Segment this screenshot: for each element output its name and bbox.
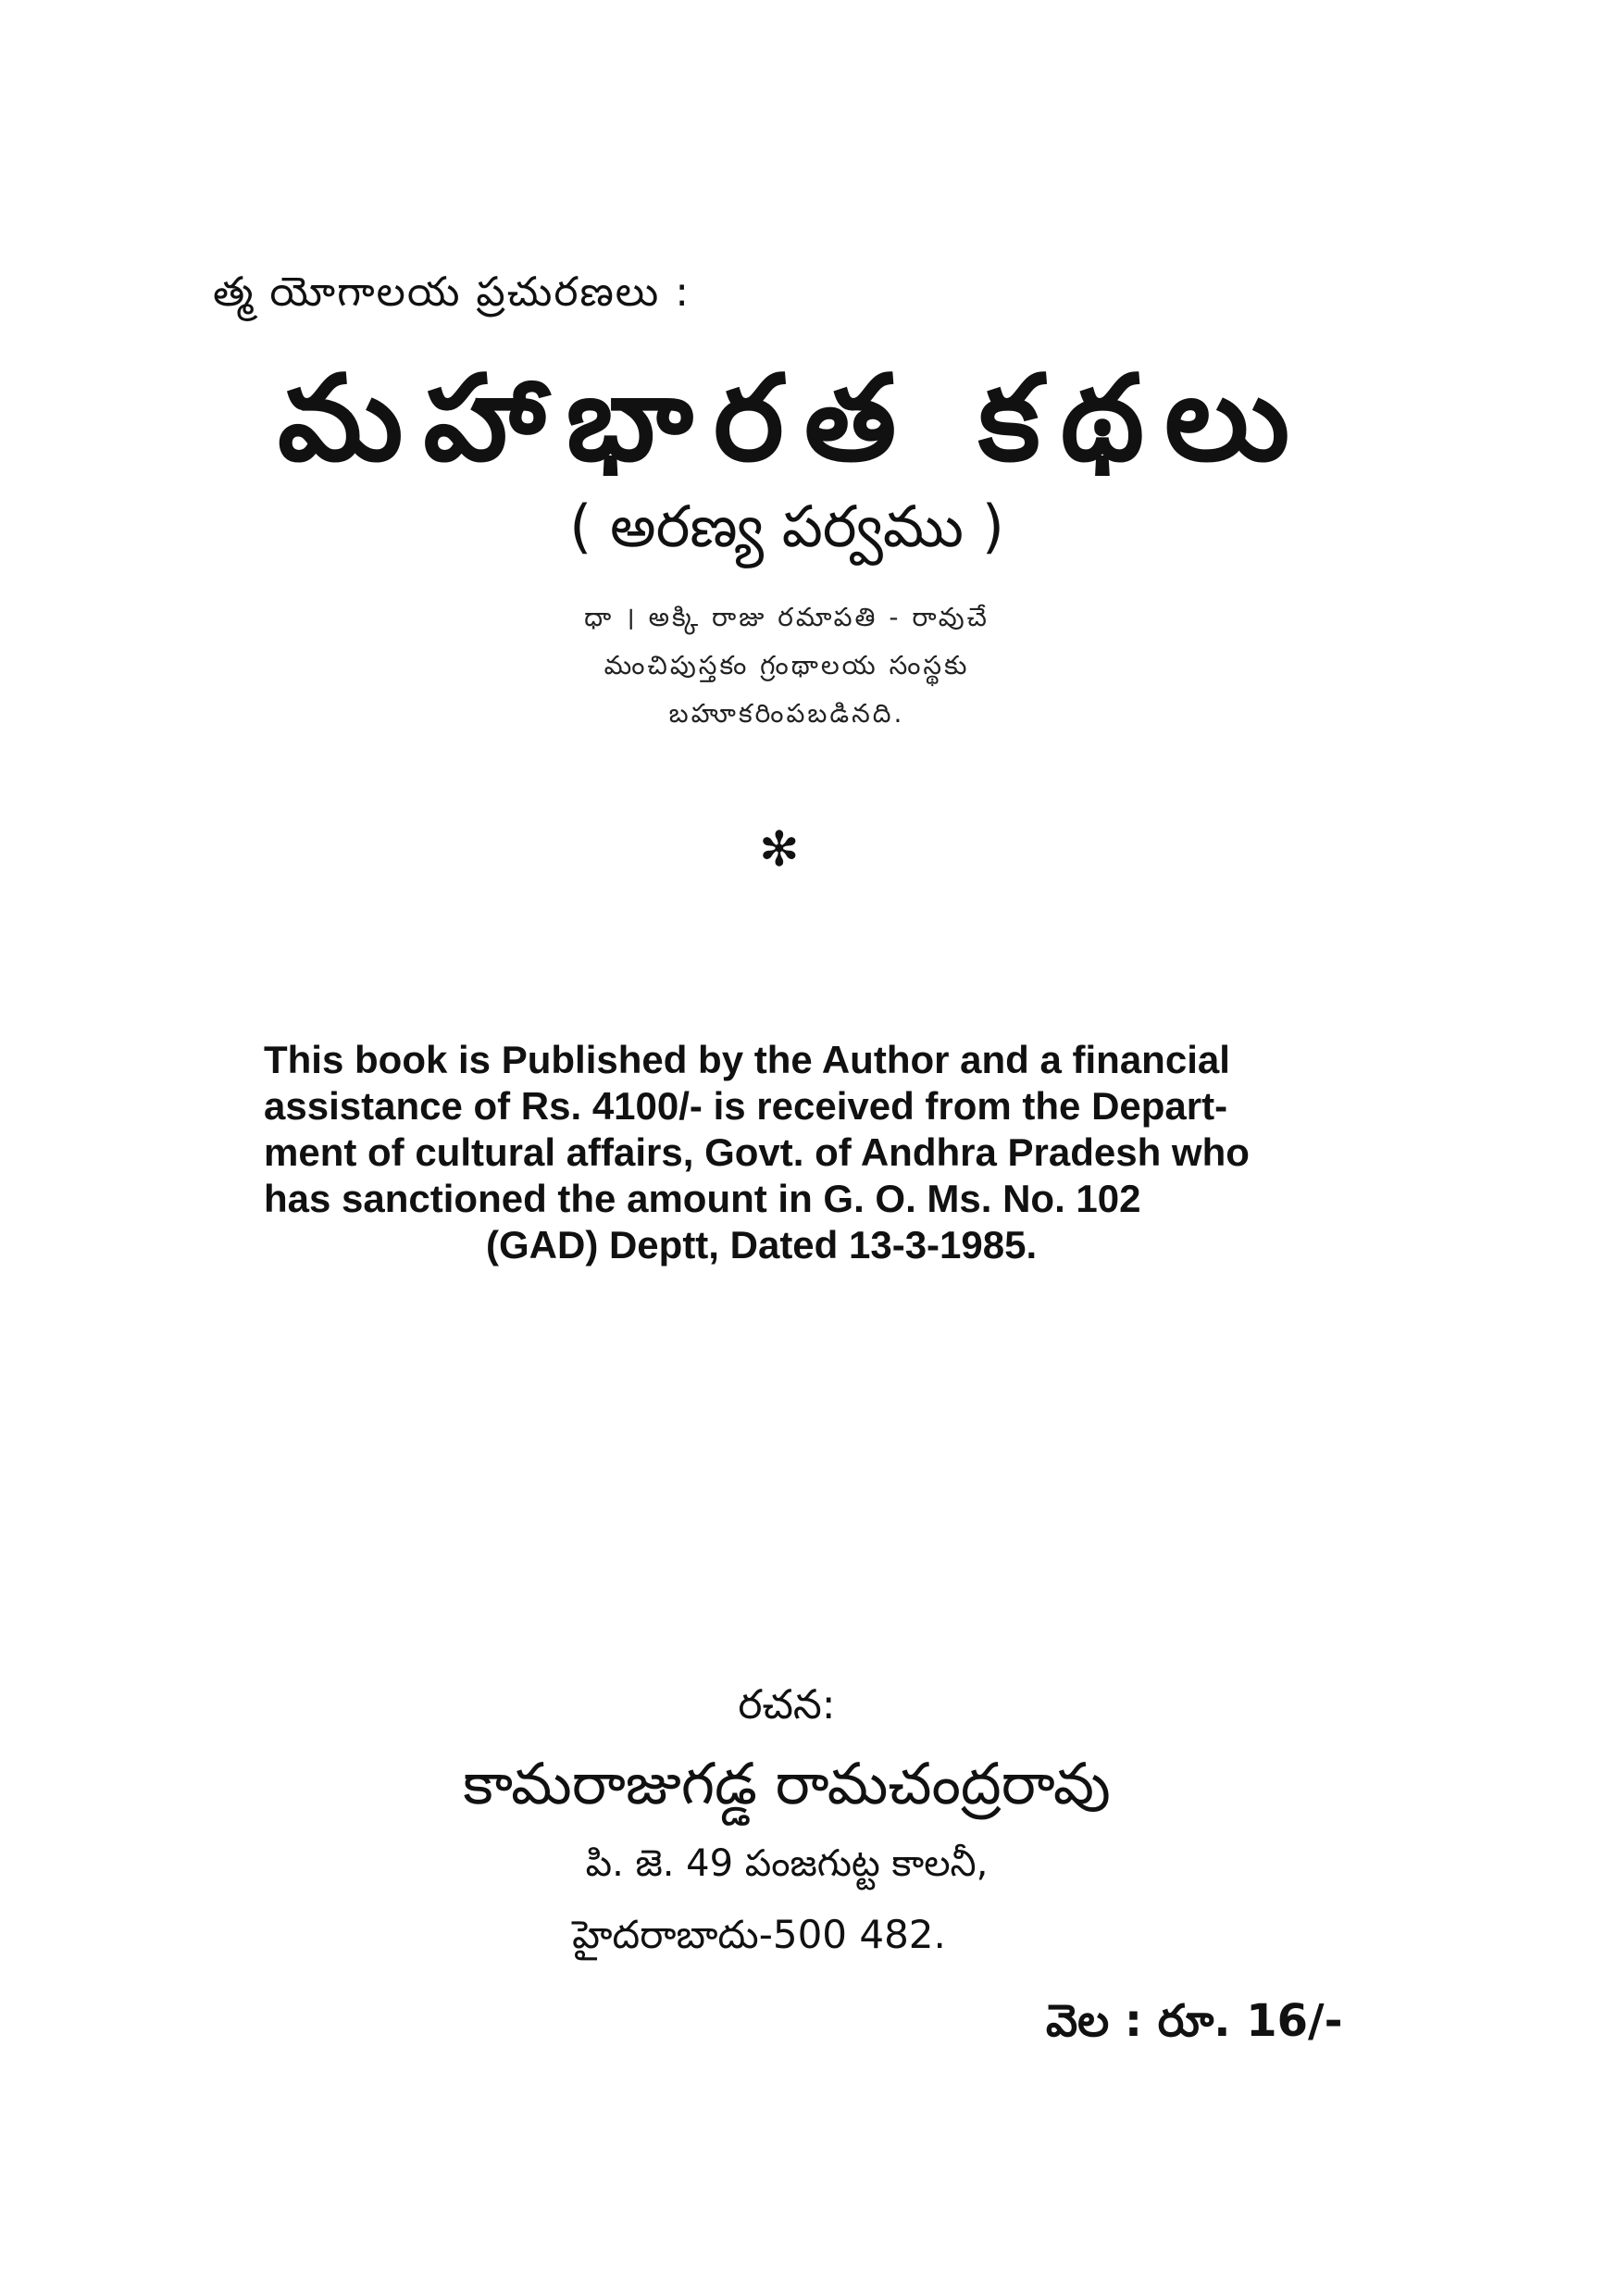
book-price: వెల : రూ. 16/- (1046, 1995, 1343, 2047)
author-address-line-2: హైదరాబాదు-500 482. (572, 1912, 946, 1957)
publication-note-line: ment of cultural affairs, Govt. of Andhra Pradesh who (264, 1130, 1250, 1174)
publication-note-line: assistance of Rs. 4100/- is received from the Depart- (264, 1084, 1228, 1128)
publication-note (264, 1037, 1347, 1268)
author-name: కామరాజుగడ్డ రామచంద్రరావు (463, 1750, 1111, 1817)
donation-note-line-1: ధా । అక్కి రాజు రమాపతి - రావుచే (584, 602, 989, 632)
book-title: మహాభారత కథలు (278, 350, 1311, 488)
book-subtitle: ( అరణ్య పర్వము ) (569, 493, 1004, 560)
author-label: రచన: (738, 1681, 836, 1728)
donation-note-line-2: మంచిపుస్తకం గ్రంథాలయ సంస్థకు (604, 650, 970, 680)
publication-note-line: has sanctioned the amount in G. O. Ms. No. 102 (264, 1177, 1141, 1220)
publication-note-line: This book is Published by the Author and a financial (264, 1038, 1230, 1081)
donation-note-line-3: బహూకరింపబడినది. (668, 698, 905, 729)
star-ornament-icon: ✻ (759, 822, 800, 878)
author-address-line-1: పి. జె. 49 పంజగుట్ట కాలనీ, (585, 1842, 989, 1885)
series-heading: త్మ యోగాలయ ప్రచురణలు : (213, 268, 691, 316)
publication-note-line: (GAD) Deptt, Dated 13-3-1985. (486, 1223, 1038, 1267)
